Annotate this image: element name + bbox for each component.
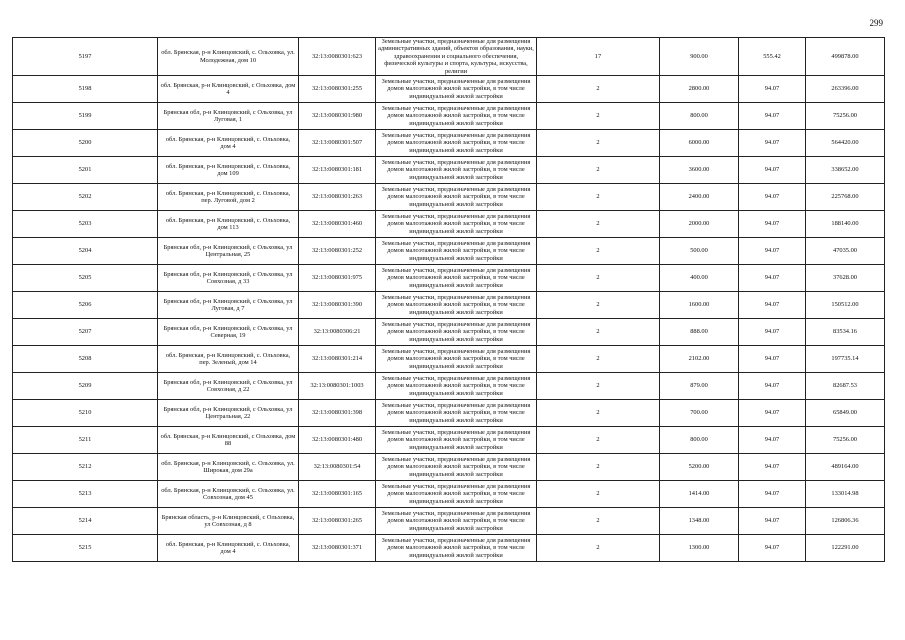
cadastral-number-cell: 32:13:0080301:255 [299, 76, 376, 103]
area-cell: 3600.00 [660, 157, 739, 184]
table-row [13, 184, 885, 211]
address-cell: обл. Брянская, р-н Клинцовский, с. Ольховка, дом 113 [158, 211, 299, 238]
cadastral-number-cell: 32:13:0080301:252 [299, 238, 376, 265]
area-cell: 800.00 [660, 427, 739, 454]
category-cell: 2 [537, 319, 660, 346]
row-number: 5213 [13, 481, 158, 508]
area-cell: 800.00 [660, 103, 739, 130]
rate-cell: 94.07 [739, 157, 806, 184]
cadastral-number-cell: 32:13:0080306:21 [299, 319, 376, 346]
cadastral-value-cell: 499878.00 [806, 38, 885, 76]
table-row [13, 427, 885, 454]
category-cell: 2 [537, 157, 660, 184]
row-number: 5202 [13, 184, 158, 211]
land-use-cell: Земельные участки, предназначенные для размещения домов малоэтажной жилой застройки, в том числе индивидуальной жилой застройки [376, 427, 537, 454]
cadastral-number-cell: 32:13:0080301:181 [299, 157, 376, 184]
table-row [13, 535, 885, 562]
rate-cell: 94.07 [739, 265, 806, 292]
category-cell: 2 [537, 454, 660, 481]
address-cell: Брянская обл, р-н Клинцовский, с Ольховка, ул Совхозная, д 22 [158, 373, 299, 400]
rate-cell: 94.07 [739, 481, 806, 508]
land-use-cell: Земельные участки, предназначенные для размещения домов малоэтажной жилой застройки, в том числе индивидуальной жилой застройки [376, 184, 537, 211]
land-use-cell: Земельные участки, предназначенные для размещения домов малоэтажной жилой застройки, в том числе индивидуальной жилой застройки [376, 319, 537, 346]
cadastral-number-cell: 32:13:0080301:507 [299, 130, 376, 157]
cadastral-value-cell: 126806.36 [806, 508, 885, 535]
land-use-cell: Земельные участки, предназначенные для размещения домов малоэтажной жилой застройки, в том числе индивидуальной жилой застройки [376, 292, 537, 319]
row-number: 5212 [13, 454, 158, 481]
cadastral-number-cell: 32:13:0080301:480 [299, 427, 376, 454]
address-cell: Брянская обл, р-н Клинцовский, с Ольховка, ул Центральная, 25 [158, 238, 299, 265]
category-cell: 2 [537, 130, 660, 157]
area-cell: 6000.00 [660, 130, 739, 157]
land-use-cell: Земельные участки, предназначенные для размещения административных зданий, объектов образования, науки, здравоохранения и социального обеспечения, физической культуры и спорта, культуры, искусства, религии [376, 38, 537, 76]
table-row [13, 400, 885, 427]
cadastral-number-cell: 32:13:0080301:390 [299, 292, 376, 319]
address-cell: обл. Брянская, р-н Клинцовский, с. Ольховка, дом 4 [158, 130, 299, 157]
row-number: 5214 [13, 508, 158, 535]
address-cell: Брянская обл, р-н Клинцовский, с Ольховка, ул Центральная, 22 [158, 400, 299, 427]
address-cell: Брянская обл, р-н Клинцовский, с Ольховка, ул Северная, 19 [158, 319, 299, 346]
land-use-cell: Земельные участки, предназначенные для размещения домов малоэтажной жилой застройки, в том числе индивидуальной жилой застройки [376, 157, 537, 184]
land-use-cell: Земельные участки, предназначенные для размещения домов малоэтажной жилой застройки, в том числе индивидуальной жилой застройки [376, 481, 537, 508]
address-cell: Брянская обл, р-н Клинцовский, с Ольховка, ул Луговая, 1 [158, 103, 299, 130]
cadastral-value-cell: 197735.14 [806, 346, 885, 373]
cadastral-number-cell: 32:13:0080301:398 [299, 400, 376, 427]
category-cell: 2 [537, 481, 660, 508]
row-number: 5215 [13, 535, 158, 562]
table-row [13, 211, 885, 238]
cadastral-number-cell: 32:13:0080301:623 [299, 38, 376, 76]
row-number: 5211 [13, 427, 158, 454]
area-cell: 879.00 [660, 373, 739, 400]
cadastral-value-cell: 82687.53 [806, 373, 885, 400]
address-cell: обл. Брянская, р-н Клинцовский, с Ольховка, дом 4 [158, 76, 299, 103]
area-cell: 2800.00 [660, 76, 739, 103]
rate-cell: 94.07 [739, 535, 806, 562]
land-use-cell: Земельные участки, предназначенные для размещения домов малоэтажной жилой застройки, в том числе индивидуальной жилой застройки [376, 76, 537, 103]
category-cell: 2 [537, 346, 660, 373]
rate-cell: 94.07 [739, 103, 806, 130]
cadastral-value-cell: 133014.98 [806, 481, 885, 508]
area-cell: 1300.00 [660, 535, 739, 562]
row-number: 5199 [13, 103, 158, 130]
area-cell: 888.00 [660, 319, 739, 346]
rate-cell: 94.07 [739, 292, 806, 319]
rate-cell: 94.07 [739, 373, 806, 400]
cadastral-value-cell: 564420.00 [806, 130, 885, 157]
area-cell: 2102.00 [660, 346, 739, 373]
area-cell: 900.00 [660, 38, 739, 76]
category-cell: 2 [537, 76, 660, 103]
cadastral-number-cell: 32:13:0080301:980 [299, 103, 376, 130]
cadastral-value-cell: 83534.16 [806, 319, 885, 346]
table-row [13, 508, 885, 535]
area-cell: 700.00 [660, 400, 739, 427]
cadastral-value-cell: 489164.00 [806, 454, 885, 481]
land-use-cell: Земельные участки, предназначенные для размещения домов малоэтажной жилой застройки, в том числе индивидуальной жилой застройки [376, 454, 537, 481]
cadastral-value-cell: 338652.00 [806, 157, 885, 184]
land-use-cell: Земельные участки, предназначенные для размещения домов малоэтажной жилой застройки, в том числе индивидуальной жилой застройки [376, 211, 537, 238]
rate-cell: 94.07 [739, 76, 806, 103]
table-body [13, 38, 885, 562]
cadastral-value-cell: 75256.00 [806, 103, 885, 130]
address-cell: Брянская обл, р-н Клинцовский, с Ольховка, ул Луговая, д 7 [158, 292, 299, 319]
address-cell: обл. Брянская, р-н Клинцовский, с. Ольховка, дом 109 [158, 157, 299, 184]
table-row [13, 238, 885, 265]
area-cell: 1600.00 [660, 292, 739, 319]
cadastral-value-cell: 37628.00 [806, 265, 885, 292]
address-cell: обл. Брянская, р-н Клинцовский, с. Ольховка, дом 4 [158, 535, 299, 562]
area-cell: 500.00 [660, 238, 739, 265]
row-number: 5198 [13, 76, 158, 103]
category-cell: 2 [537, 373, 660, 400]
row-number: 5200 [13, 130, 158, 157]
area-cell: 2000.00 [660, 211, 739, 238]
land-use-cell: Земельные участки, предназначенные для размещения домов малоэтажной жилой застройки, в том числе индивидуальной жилой застройки [376, 238, 537, 265]
category-cell: 2 [537, 508, 660, 535]
cadastral-value-cell: 225768.00 [806, 184, 885, 211]
row-number: 5209 [13, 373, 158, 400]
land-use-cell: Земельные участки, предназначенные для размещения домов малоэтажной жилой застройки, в том числе индивидуальной жилой застройки [376, 508, 537, 535]
rate-cell: 94.07 [739, 319, 806, 346]
address-cell: обл. Брянская, р-н Клинцовский, с Ольховка, дом 88 [158, 427, 299, 454]
table-row [13, 76, 885, 103]
table-row [13, 292, 885, 319]
cadastral-number-cell: 32:13:0080301:371 [299, 535, 376, 562]
rate-cell: 94.07 [739, 454, 806, 481]
land-use-cell: Земельные участки, предназначенные для размещения домов малоэтажной жилой застройки, в том числе индивидуальной жилой застройки [376, 103, 537, 130]
table-row [13, 319, 885, 346]
land-use-cell: Земельные участки, предназначенные для размещения домов малоэтажной жилой застройки, в том числе индивидуальной жилой застройки [376, 265, 537, 292]
cadastral-number-cell: 32:13:0080301:460 [299, 211, 376, 238]
address-cell: Брянская область, р-н Клинцовский, с Ольховка, ул Совхозная, д 8 [158, 508, 299, 535]
land-use-cell: Земельные участки, предназначенные для размещения домов малоэтажной жилой застройки, в том числе индивидуальной жилой застройки [376, 535, 537, 562]
table-row [13, 38, 885, 76]
area-cell: 1414.00 [660, 481, 739, 508]
table-row [13, 157, 885, 184]
cadastral-value-cell: 188140.00 [806, 211, 885, 238]
row-number: 5204 [13, 238, 158, 265]
address-cell: обл. Брянская, р-н Клинцовский, с. Ольховка, ул. Молодежная, дом 10 [158, 38, 299, 76]
cadastral-number-cell: 32:13:0080301:214 [299, 346, 376, 373]
rate-cell: 94.07 [739, 400, 806, 427]
cadastral-number-cell: 32:13:0080301:1003 [299, 373, 376, 400]
land-use-cell: Земельные участки, предназначенные для размещения домов малоэтажной жилой застройки, в том числе индивидуальной жилой застройки [376, 346, 537, 373]
row-number: 5201 [13, 157, 158, 184]
page-number: 299 [869, 18, 883, 28]
table-row [13, 454, 885, 481]
cadastral-value-cell: 47035.00 [806, 238, 885, 265]
land-use-cell: Земельные участки, предназначенные для размещения домов малоэтажной жилой застройки, в том числе индивидуальной жилой застройки [376, 130, 537, 157]
table-row [13, 373, 885, 400]
cadastral-number-cell: 32:13:0080301:165 [299, 481, 376, 508]
table-row [13, 130, 885, 157]
rate-cell: 94.07 [739, 184, 806, 211]
land-use-cell: Земельные участки, предназначенные для размещения домов малоэтажной жилой застройки, в том числе индивидуальной жилой застройки [376, 400, 537, 427]
table-row [13, 481, 885, 508]
category-cell: 2 [537, 292, 660, 319]
row-number: 5207 [13, 319, 158, 346]
rate-cell: 555.42 [739, 38, 806, 76]
cadastral-number-cell: 32:13:0080301:263 [299, 184, 376, 211]
row-number: 5205 [13, 265, 158, 292]
address-cell: обл. Брянская, р-н Клинцовский, с. Ольховка, ул. Широкая, дом 29а [158, 454, 299, 481]
rate-cell: 94.07 [739, 238, 806, 265]
area-cell: 2400.00 [660, 184, 739, 211]
row-number: 5203 [13, 211, 158, 238]
category-cell: 2 [537, 535, 660, 562]
address-cell: обл. Брянская, р-н Клинцовский, с. Ольховка, пер. Зеленый, дом 14 [158, 346, 299, 373]
land-use-cell: Земельные участки, предназначенные для размещения домов малоэтажной жилой застройки, в том числе индивидуальной жилой застройки [376, 373, 537, 400]
cadastral-value-cell: 75256.00 [806, 427, 885, 454]
cadastral-value-cell: 122291.00 [806, 535, 885, 562]
category-cell: 2 [537, 238, 660, 265]
address-cell: обл. Брянская, р-н Клинцовский, с. Ольховка, пер. Луговой, дом 2 [158, 184, 299, 211]
row-number: 5210 [13, 400, 158, 427]
category-cell: 2 [537, 211, 660, 238]
row-number: 5208 [13, 346, 158, 373]
table-row [13, 103, 885, 130]
table-row [13, 346, 885, 373]
rate-cell: 94.07 [739, 130, 806, 157]
category-cell: 2 [537, 400, 660, 427]
area-cell: 400.00 [660, 265, 739, 292]
category-cell: 2 [537, 103, 660, 130]
cadastral-number-cell: 32:13:0080301:975 [299, 265, 376, 292]
rate-cell: 94.07 [739, 211, 806, 238]
rate-cell: 94.07 [739, 427, 806, 454]
rate-cell: 94.07 [739, 508, 806, 535]
table-row [13, 265, 885, 292]
category-cell: 17 [537, 38, 660, 76]
cadastral-number-cell: 32:13:0080301:54 [299, 454, 376, 481]
row-number: 5206 [13, 292, 158, 319]
area-cell: 5200.00 [660, 454, 739, 481]
category-cell: 2 [537, 184, 660, 211]
area-cell: 1348.00 [660, 508, 739, 535]
address-cell: обл. Брянская, р-н Клинцовский, с. Ольховка, ул. Совхозная, дом 45 [158, 481, 299, 508]
cadastral-number-cell: 32:13:0080301:265 [299, 508, 376, 535]
cadastral-value-cell: 263396.00 [806, 76, 885, 103]
category-cell: 2 [537, 265, 660, 292]
cadastral-value-cell: 150512.00 [806, 292, 885, 319]
row-number: 5197 [13, 38, 158, 76]
land-registry-table [12, 37, 885, 562]
cadastral-value-cell: 65849.00 [806, 400, 885, 427]
address-cell: Брянская обл, р-н Клинцовский, с Ольховка, ул Совхозная, д 33 [158, 265, 299, 292]
rate-cell: 94.07 [739, 346, 806, 373]
category-cell: 2 [537, 427, 660, 454]
